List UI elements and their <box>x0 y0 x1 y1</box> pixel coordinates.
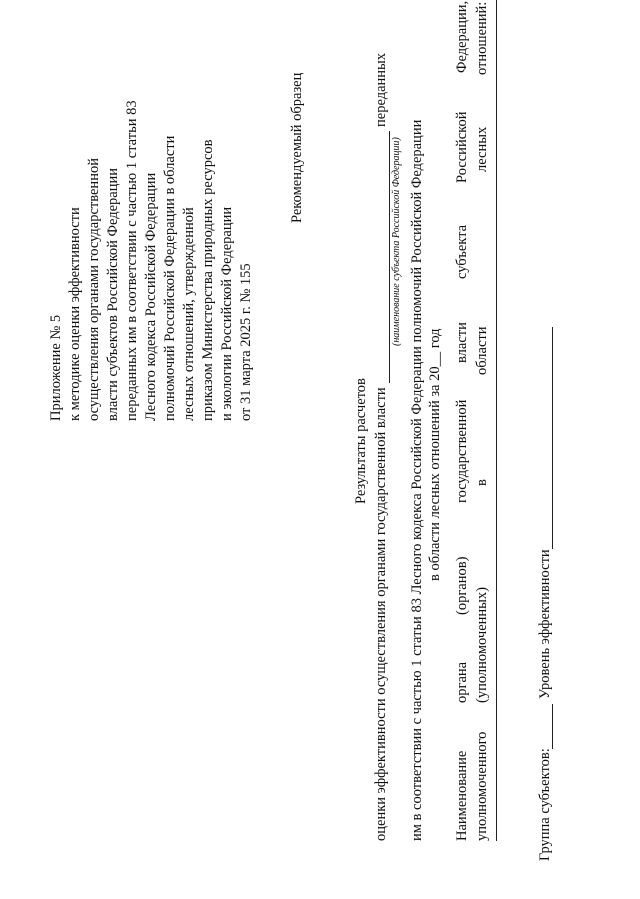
header-word: Российской <box>454 111 470 183</box>
results-line2: им в соответствии с частью 1 статьи 83 Лесного кодекса Российской Федерации полномочий Российской Федерации <box>409 119 425 841</box>
header-word: Федерации, <box>454 0 470 73</box>
subject-name-caption: (наименование субъекта Российской Федерации) <box>391 137 402 346</box>
results-line3: в области лесных отношений за 20__ год <box>427 328 443 581</box>
appendix-line: Лесного кодекса Российской Федерации <box>143 172 159 421</box>
appendix-line: переданных им в соответствии с частью 1 статьи 83 <box>124 100 140 421</box>
group-label: Группа субъектов: <box>537 748 553 861</box>
header-word: (уполномоченных) <box>474 587 490 703</box>
appendix-line: осуществления органами государственной <box>86 158 102 421</box>
results-title: Результаты расчетов <box>353 378 369 504</box>
appendix-line: власти субъектов Российской Федерации <box>105 167 121 421</box>
header-word: в <box>474 479 490 486</box>
appendix-line: приказом Министерства природных ресурсов <box>200 139 216 421</box>
header-word: лесных <box>474 126 490 172</box>
header-word: уполномоченного <box>474 731 490 841</box>
results-line1-end: переданных <box>373 52 389 127</box>
header-word: субъекта <box>454 224 470 279</box>
header-word: государственной <box>454 399 470 503</box>
recommended-sample-label: Рекомендуемый образец <box>289 72 305 223</box>
efficiency-level-blank <box>552 327 553 549</box>
header-word: (органов) <box>454 556 470 615</box>
group-blank <box>552 704 553 749</box>
header-word: власти <box>454 322 470 363</box>
authority-name-line <box>496 0 497 841</box>
header-word: Наименование <box>454 750 470 841</box>
efficiency-level-label: Уровень эффективности <box>537 549 553 699</box>
appendix-line: лесных отношений, утвержденной <box>181 207 197 421</box>
results-line1: оценки эффективности осуществления органами государственной власти <box>373 387 389 841</box>
header-word: отношений: <box>474 1 490 75</box>
appendix-line: к методике оценки эффективности <box>67 207 83 421</box>
header-word: органа <box>454 661 470 703</box>
appendix-line: полномочий Российской Федерации в области <box>162 135 178 421</box>
subject-name-blank <box>389 131 390 383</box>
appendix-line: Приложение № 5 <box>48 314 64 421</box>
header-word: области <box>474 326 490 375</box>
appendix-line: от 31 марта 2025 г. № 155 <box>238 263 254 421</box>
appendix-line: и экологии Российской Федерации <box>219 206 235 421</box>
